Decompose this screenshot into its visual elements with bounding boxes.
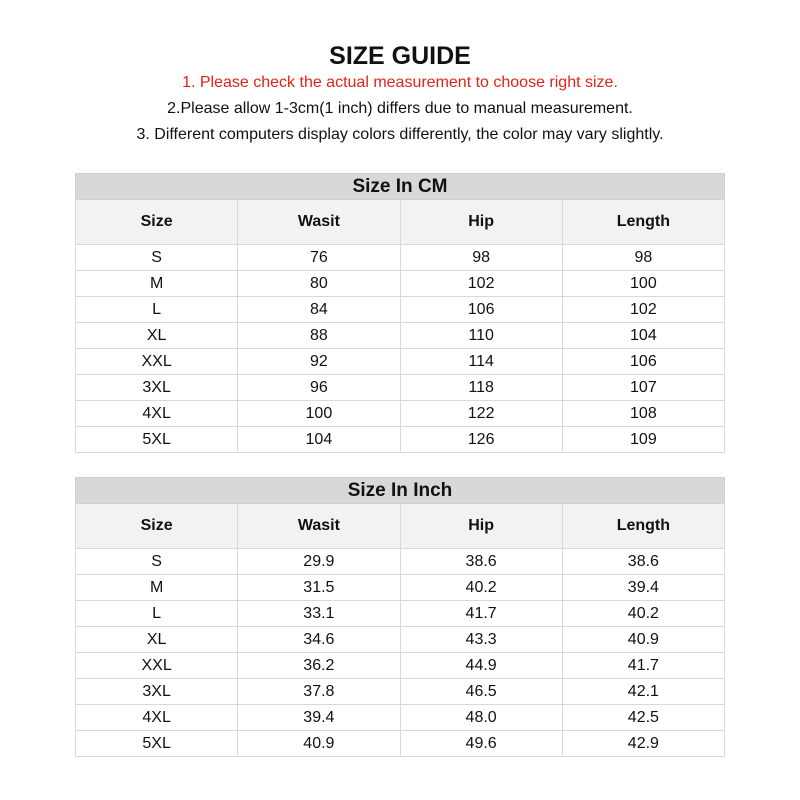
cell-waist: 39.4: [238, 705, 400, 731]
cell-size: S: [76, 245, 238, 271]
table-row: [76, 731, 725, 757]
cell-hip: 110: [400, 323, 562, 349]
table-caption-inch: Size In Inch: [76, 478, 725, 504]
cell-size: XXL: [76, 349, 238, 375]
cell-waist: 76: [238, 245, 400, 271]
table-row: [76, 349, 725, 375]
cell-length: 40.9: [562, 627, 724, 653]
cell-waist: 37.8: [238, 679, 400, 705]
cell-size: L: [76, 297, 238, 323]
table-row: [76, 323, 725, 349]
table-row: [76, 653, 725, 679]
column-header-size: Size: [76, 200, 238, 245]
column-header-waist: Wasit: [238, 200, 400, 245]
cell-length: 98: [562, 245, 724, 271]
cell-hip: 38.6: [400, 549, 562, 575]
cell-hip: 106: [400, 297, 562, 323]
cell-size: S: [76, 549, 238, 575]
cell-waist: 33.1: [238, 601, 400, 627]
table-row: [76, 705, 725, 731]
cell-size: XL: [76, 323, 238, 349]
cell-length: 102: [562, 297, 724, 323]
cell-waist: 34.6: [238, 627, 400, 653]
cell-size: 5XL: [76, 731, 238, 757]
cell-hip: 118: [400, 375, 562, 401]
cell-size: M: [76, 575, 238, 601]
cell-size: XXL: [76, 653, 238, 679]
column-header-length: Length: [562, 200, 724, 245]
cell-size: 3XL: [76, 679, 238, 705]
cell-hip: 44.9: [400, 653, 562, 679]
table-caption-cm: Size In CM: [76, 174, 725, 200]
cell-hip: 98: [400, 245, 562, 271]
table-row: [76, 271, 725, 297]
cell-waist: 84: [238, 297, 400, 323]
cell-hip: 40.2: [400, 575, 562, 601]
cell-hip: 43.3: [400, 627, 562, 653]
table-row: [76, 549, 725, 575]
column-header-size: Size: [76, 504, 238, 549]
table-header-row: [76, 200, 725, 245]
table-row: [76, 245, 725, 271]
cell-waist: 31.5: [238, 575, 400, 601]
table-row: [76, 427, 725, 453]
cell-length: 107: [562, 375, 724, 401]
table-row: [76, 601, 725, 627]
cell-size: XL: [76, 627, 238, 653]
cell-length: 104: [562, 323, 724, 349]
cell-size: 4XL: [76, 401, 238, 427]
cell-length: 40.2: [562, 601, 724, 627]
cell-length: 41.7: [562, 653, 724, 679]
table-row: [76, 401, 725, 427]
table-header-row: [76, 504, 725, 549]
column-header-length: Length: [562, 504, 724, 549]
cell-waist: 29.9: [238, 549, 400, 575]
column-header-hip: Hip: [400, 200, 562, 245]
cell-waist: 40.9: [238, 731, 400, 757]
cell-hip: 122: [400, 401, 562, 427]
note-allowance: 2.Please allow 1-3cm(1 inch) differs due to manual measurement.: [167, 100, 633, 117]
cell-hip: 46.5: [400, 679, 562, 705]
cell-length: 39.4: [562, 575, 724, 601]
cell-length: 38.6: [562, 549, 724, 575]
cell-waist: 92: [238, 349, 400, 375]
table-row: [76, 375, 725, 401]
cell-waist: 36.2: [238, 653, 400, 679]
cell-size: 3XL: [76, 375, 238, 401]
table-body-inch: [76, 549, 725, 757]
column-header-hip: Hip: [400, 504, 562, 549]
cell-waist: 96: [238, 375, 400, 401]
cell-waist: 80: [238, 271, 400, 297]
cell-length: 108: [562, 401, 724, 427]
cell-length: 42.1: [562, 679, 724, 705]
cell-waist: 104: [238, 427, 400, 453]
page-title: SIZE GUIDE: [329, 42, 471, 70]
cell-length: 42.9: [562, 731, 724, 757]
note-measurement: 1. Please check the actual measurement to choose right size.: [182, 74, 618, 91]
cell-length: 109: [562, 427, 724, 453]
cell-size: 4XL: [76, 705, 238, 731]
cell-length: 106: [562, 349, 724, 375]
cell-waist: 88: [238, 323, 400, 349]
note-colors: 3. Different computers display colors differently, the color may vary slightly.: [136, 126, 664, 143]
cell-length: 100: [562, 271, 724, 297]
size-table-cm: [75, 173, 725, 453]
cell-hip: 102: [400, 271, 562, 297]
cell-size: M: [76, 271, 238, 297]
cell-size: 5XL: [76, 427, 238, 453]
cell-hip: 41.7: [400, 601, 562, 627]
table-body-cm: [76, 245, 725, 453]
cell-hip: 49.6: [400, 731, 562, 757]
column-header-waist: Wasit: [238, 504, 400, 549]
table-row: [76, 575, 725, 601]
cell-hip: 48.0: [400, 705, 562, 731]
size-table-inch: [75, 477, 725, 757]
cell-hip: 126: [400, 427, 562, 453]
table-row: [76, 297, 725, 323]
cell-size: L: [76, 601, 238, 627]
table-row: [76, 627, 725, 653]
cell-length: 42.5: [562, 705, 724, 731]
cell-waist: 100: [238, 401, 400, 427]
cell-hip: 114: [400, 349, 562, 375]
table-row: [76, 679, 725, 705]
